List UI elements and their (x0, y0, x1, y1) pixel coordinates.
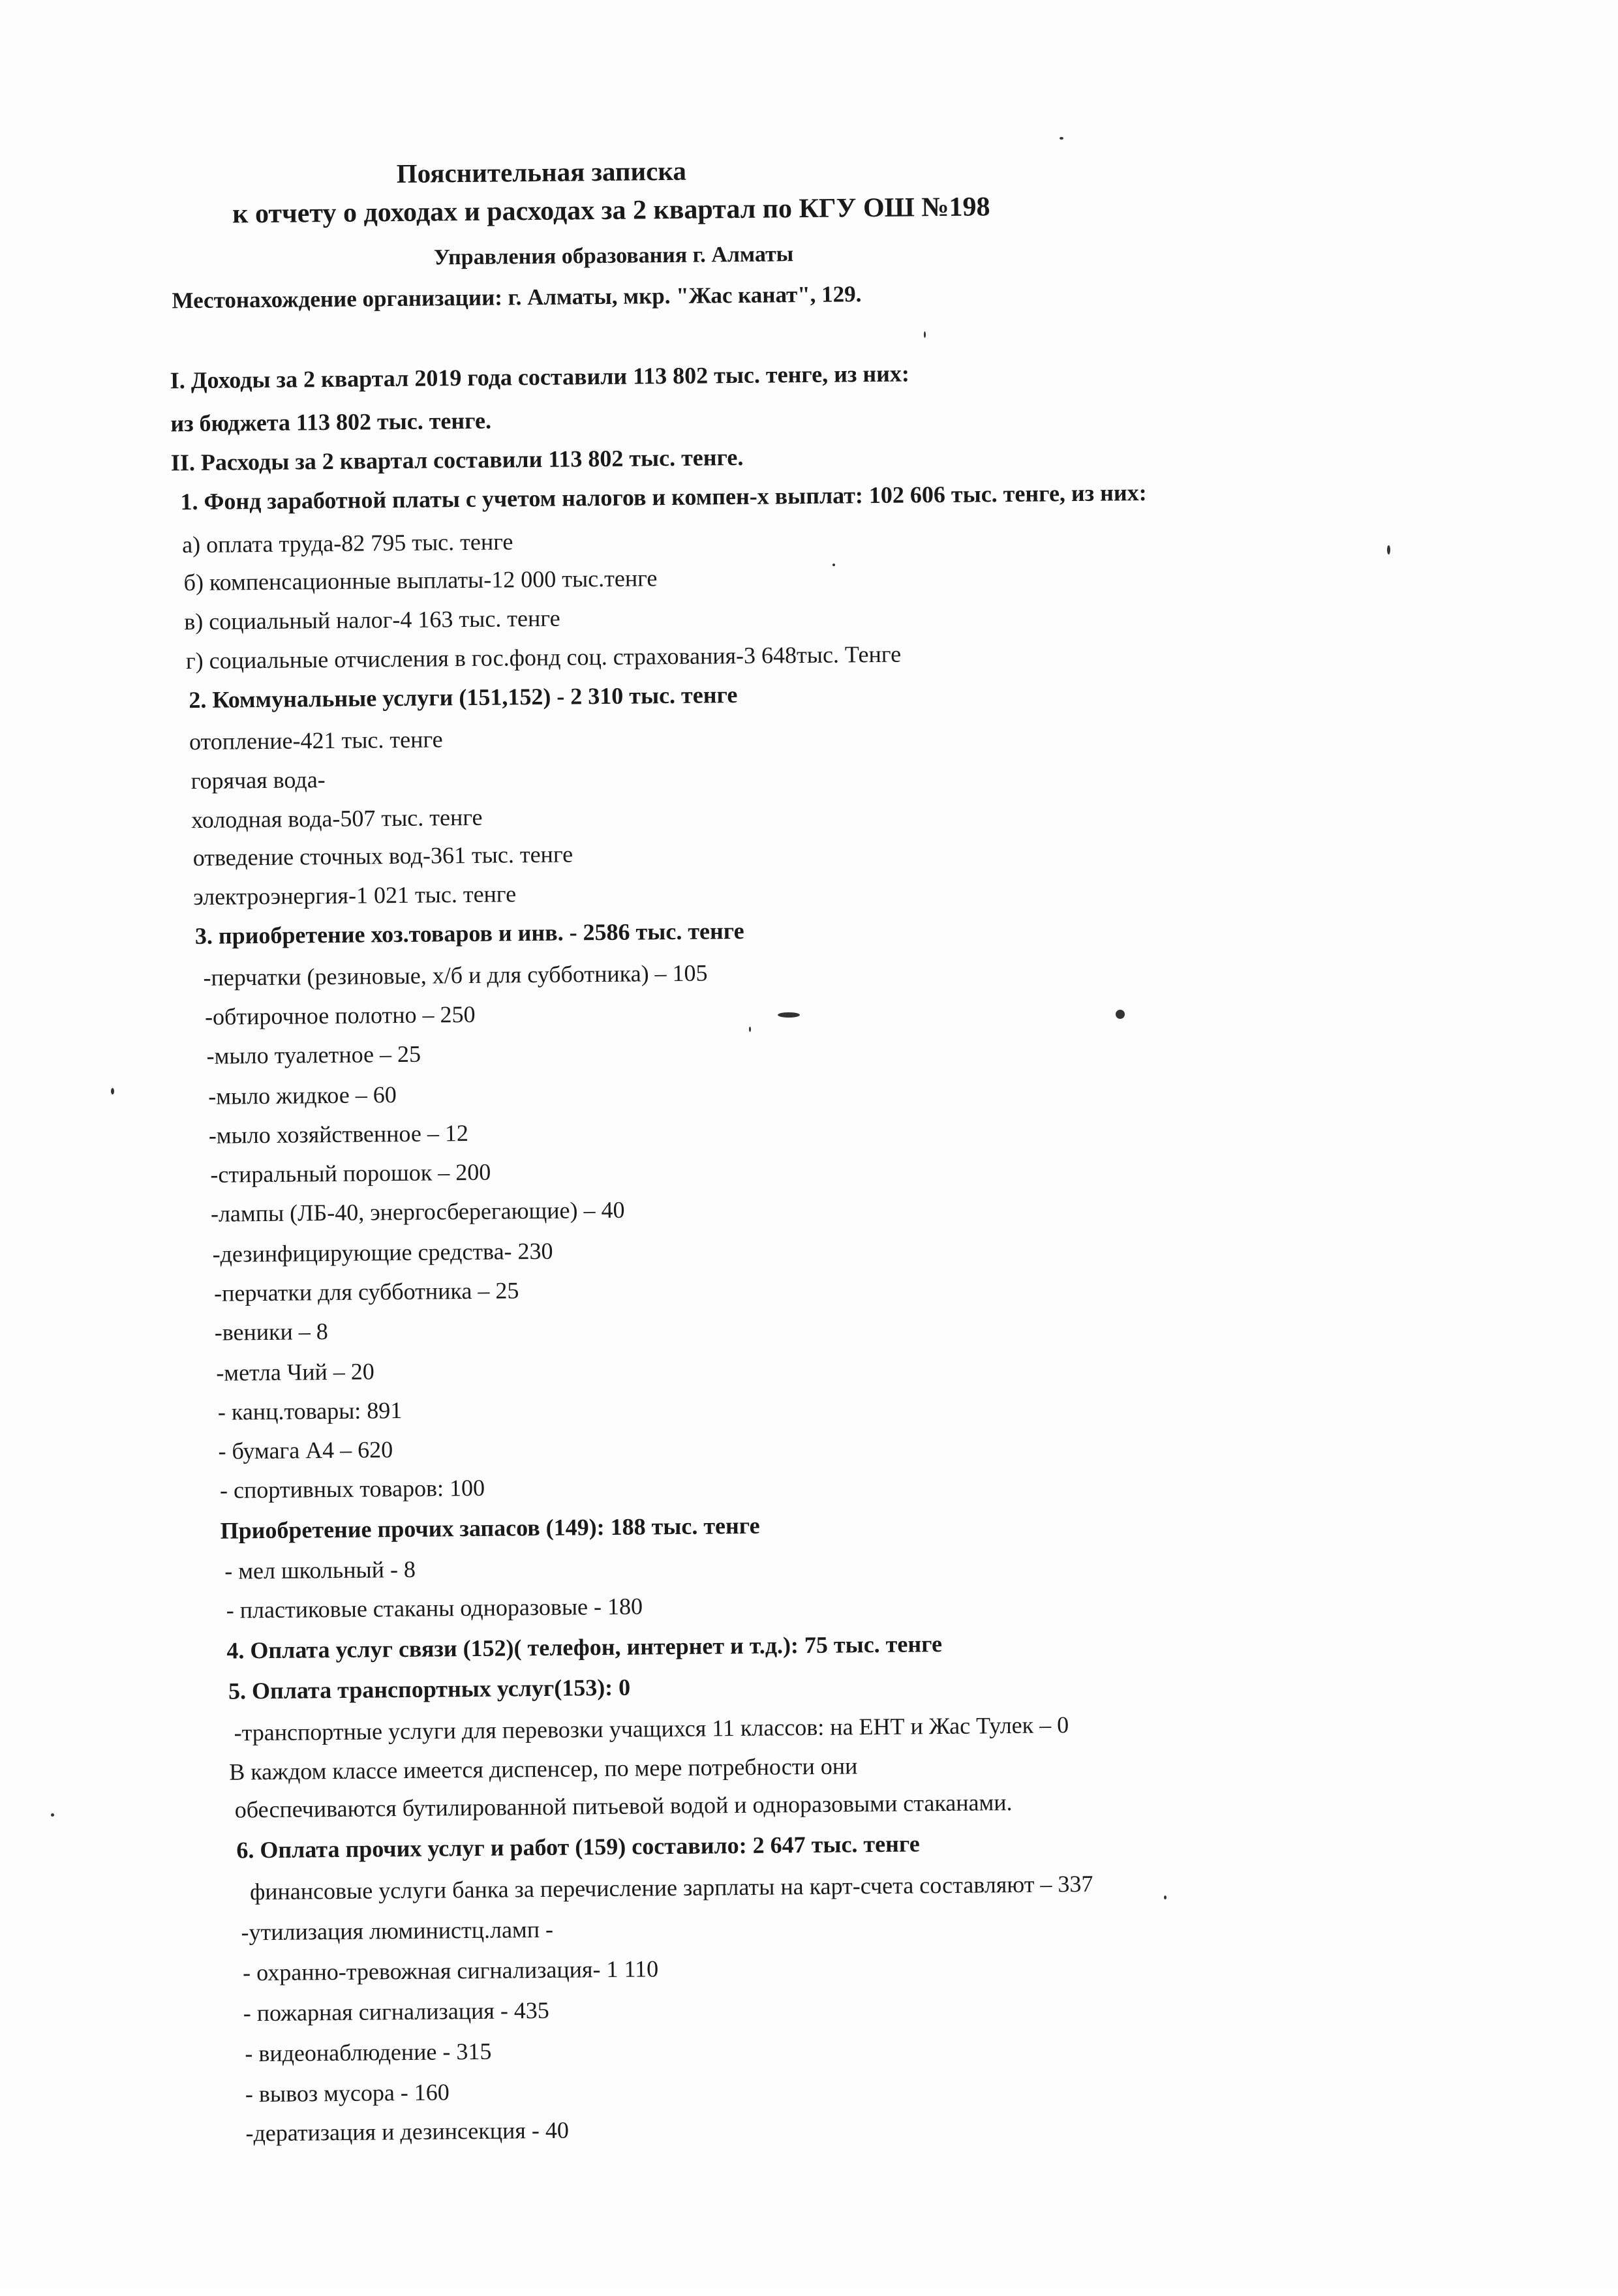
scan-speck (1060, 137, 1063, 140)
household-item: -обтирочное полотно – 250 (204, 1001, 476, 1030)
transport-note: В каждом классе имеется диспенсер, по мере потребности они (229, 1753, 858, 1785)
other-services-item: -утилизация люминистц.ламп - (241, 1916, 554, 1946)
transport-heading: 5. Оплата транспортных услуг(153): 0 (228, 1674, 631, 1704)
other-supplies-heading: Приобретение прочих запасов (149): 188 тыс. тенге (220, 1512, 760, 1544)
other-services-item: финансовые услуги банка за перечисление зарплаты на карт-счета составляют – 337 (249, 1870, 1093, 1905)
household-heading: 3. приобретение хоз.товаров и инв. - 2586 тыс. тенге (194, 917, 744, 950)
utilities-item: горячая вода- (191, 766, 326, 794)
payroll-item: б) компенсационные выплаты-12 000 тыс.тенге (183, 565, 658, 596)
payroll-item: г) социальные отчисления в гос.фонд соц. страхования-3 648тыс. Тенге (185, 641, 902, 674)
other-services-item: - пожарная сигнализация - 435 (243, 1997, 550, 2027)
transport-note: обеспечиваются бутилированной питьевой водой и одноразовыми стаканами. (234, 1789, 1013, 1823)
document-title: Пояснительная записка (396, 155, 687, 189)
household-item: -дезинфицирующие средства- 230 (212, 1237, 553, 1267)
payroll-heading: 1. Фонд заработной платы с учетом налогов и компен-х выплат: 102 606 тыс. тенге, из них: (180, 479, 1147, 515)
transport-item: -транспортные услуги для перевозки учащихся 11 классов: на ЕНТ и Жас Тулек – 0 (234, 1712, 1069, 1746)
scan-speck (924, 331, 926, 338)
income-budget-line: из бюджета 113 802 тыс. тенге. (170, 407, 492, 437)
household-item: -мыло хозяйственное – 12 (208, 1120, 469, 1149)
household-item: - спортивных товаров: 100 (219, 1474, 485, 1503)
household-item: -лампы (ЛБ-40, энергосберегающие) – 40 (210, 1196, 625, 1227)
scan-speck (1116, 1010, 1125, 1019)
other-services-item: - охранно-тревожная сигнализация- 1 110 (242, 1956, 659, 1986)
household-item: -мыло туалетное – 25 (206, 1040, 421, 1069)
scan-speck (749, 1027, 751, 1032)
household-item: -веники – 8 (214, 1318, 328, 1346)
other-services-item: -дератизация и дезинсекция - 40 (245, 2117, 570, 2147)
scan-speck (778, 1012, 800, 1018)
payroll-item: в) социальный налог-4 163 тыс. тенге (184, 605, 560, 635)
other-supplies-item: - пластиковые стаканы одноразовые - 180 (226, 1593, 643, 1624)
household-item: -стиральный порошок – 200 (210, 1158, 491, 1188)
scan-speck (111, 1088, 114, 1095)
utilities-item: отопление-421 тыс. тенге (189, 726, 443, 755)
household-item: -перчатки для субботника – 25 (213, 1277, 519, 1307)
household-item: - канц.товары: 891 (217, 1397, 403, 1425)
household-item: -метла Чий – 20 (216, 1358, 374, 1386)
utilities-heading: 2. Коммунальные услуги (151,152) - 2 310 тыс. тенге (189, 682, 738, 714)
expenses-total-line: II. Расходы за 2 квартал составили 113 802 тыс. тенге. (170, 444, 744, 476)
payroll-item: а) оплата труда-82 795 тыс. тенге (181, 528, 513, 558)
household-item: -перчатки (резиновые, х/б и для субботника) – 105 (203, 959, 708, 991)
utilities-item: электроэнергия-1 021 тыс. тенге (193, 881, 517, 911)
department-line: Управления образования г. Алматы (433, 242, 794, 270)
other-supplies-item: - мел школьный - 8 (224, 1556, 416, 1584)
document-subtitle: к отчету о доходах и расходах за 2 квартал по КГУ ОШ №198 (232, 192, 990, 230)
other-services-item: - вывоз мусора - 160 (245, 2079, 450, 2107)
location-line: Местонахождение организации: г. Алматы, мкр. "Жас канат", 129. (172, 281, 862, 314)
scan-speck (1387, 545, 1390, 554)
income-total-line: I. Доходы за 2 квартал 2019 года составили 113 802 тыс. тенге, из них: (170, 360, 910, 394)
scan-speck (1164, 1896, 1167, 1899)
scan-speck (51, 1813, 54, 1817)
other-services-heading: 6. Оплата прочих услуг и работ (159) составило: 2 647 тыс. тенге (236, 1830, 920, 1864)
communication-heading: 4. Оплата услуг связи (152)( телефон, интернет и т.д.): 75 тыс. тенге (226, 1631, 943, 1664)
household-item: -мыло жидкое – 60 (208, 1081, 397, 1110)
utilities-item: отведение сточных вод-361 тыс. тенге (192, 841, 573, 871)
household-item: - бумага А4 – 620 (218, 1436, 393, 1464)
utilities-item: холодная вода-507 тыс. тенге (191, 804, 483, 834)
scan-speck (832, 564, 835, 566)
other-services-item: - видеонаблюдение - 315 (245, 2038, 492, 2067)
